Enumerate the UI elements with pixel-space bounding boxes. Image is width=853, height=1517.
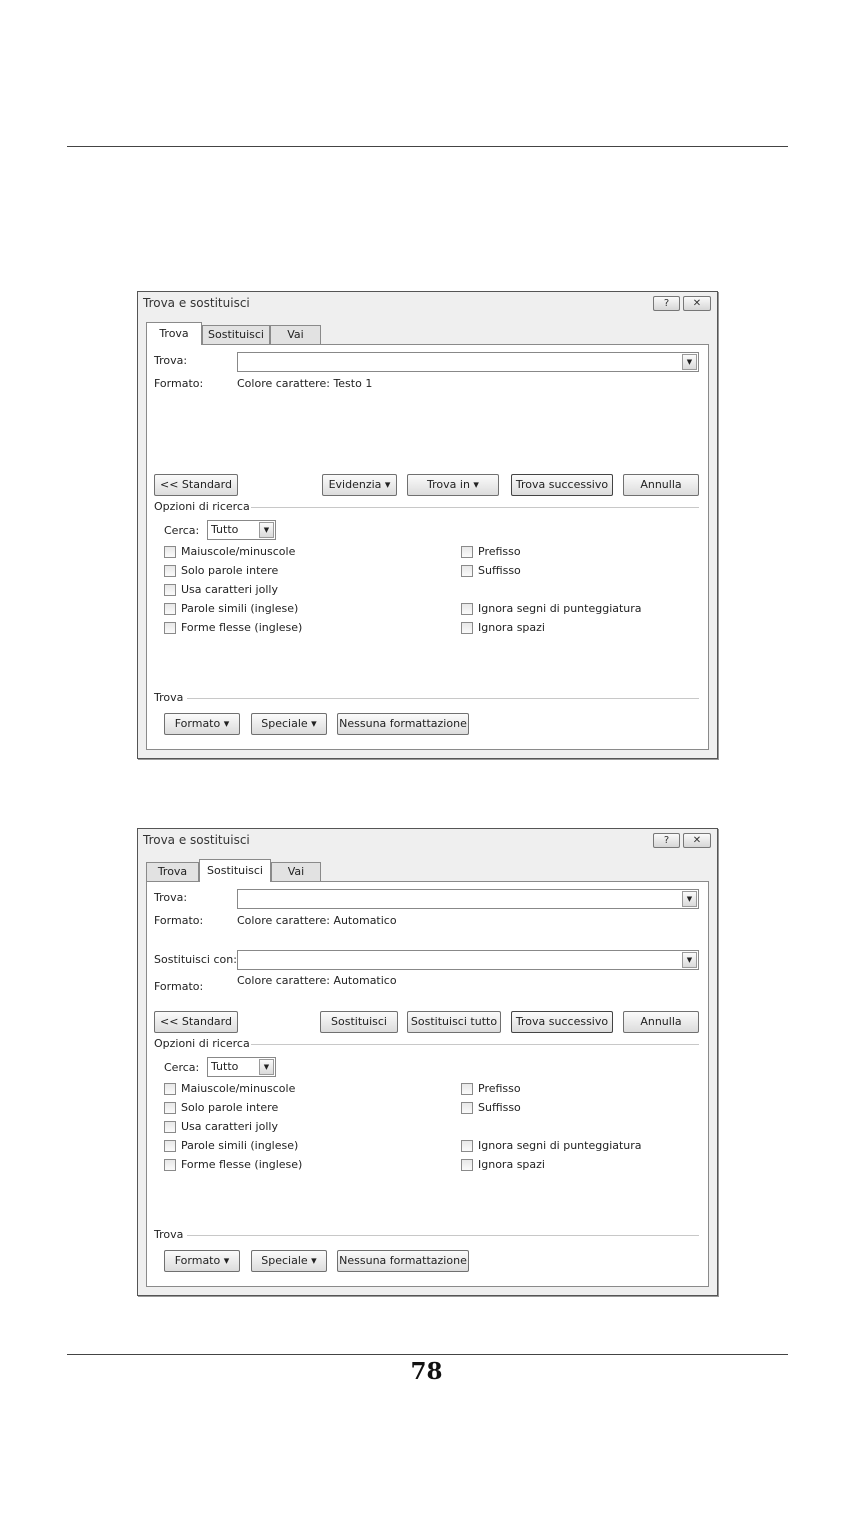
help-icon[interactable]: ?: [653, 833, 680, 848]
checkbox-box[interactable]: [461, 1159, 473, 1171]
section-divider: [187, 1235, 699, 1236]
formato-button[interactable]: Formato ▾: [164, 1250, 240, 1272]
nessuna-formattazione-button[interactable]: Nessuna formattazione: [337, 1250, 469, 1272]
cerca-value: Tutto: [211, 1060, 239, 1073]
find-replace-dialog-find: [137, 291, 718, 759]
formato-value: Colore carattere: Testo 1: [237, 377, 373, 390]
speciale-button[interactable]: Speciale ▾: [251, 713, 327, 735]
checkbox-box[interactable]: [461, 603, 473, 615]
tab-panel: Trova: ▼ Formato: Colore carattere: Automatico Sostituisci con: ▼ Formato: Colore carattere: Automatico << Standard Sostituisci Sostituisci tutto Trova successivo Annulla Opzioni di ricerca Cerca: Tutto ▼ Maiuscole/minuscole Solo parole intere Usa caratteri jolly Parole simili (inglese) Forme flesse (inglese) Prefisso Suffisso Ignora segni di punteggiatura Ignora spazi Trova Formato ▾ Speciale ▾ Nessuna formattazione: [146, 881, 709, 1287]
close-icon[interactable]: ✕: [683, 833, 711, 848]
formato2-label: Formato:: [154, 980, 204, 993]
sostituisci-tutto-button[interactable]: Sostituisci tutto: [407, 1011, 501, 1033]
checkbox-box[interactable]: [164, 622, 176, 634]
standard-button[interactable]: << Standard: [154, 1011, 238, 1033]
chevron-down-icon[interactable]: ▼: [682, 952, 697, 968]
checkbox-box[interactable]: [461, 622, 473, 634]
trova-section-label: Trova: [154, 691, 184, 704]
cerca-select[interactable]: [207, 1057, 276, 1077]
checkbox-box[interactable]: [164, 565, 176, 577]
checkbox-box[interactable]: [164, 603, 176, 615]
tab-panel: Trova: ▼ Formato: Colore carattere: Testo 1 << Standard Evidenzia ▾ Trova in ▾ Trova successivo Annulla Opzioni di ricerca Cerca: Tutto ▼ Maiuscole/minuscole Solo parole intere Usa caratteri jolly Parole simili (inglese) Forme flesse (inglese) Prefisso Suffisso Ignora segni di punteggiatura Ignora spazi Trova Formato ▾ Speciale ▾ Nessuna formattazione: [146, 344, 709, 750]
trova-input[interactable]: [237, 889, 699, 909]
chevron-down-icon[interactable]: ▼: [259, 1059, 274, 1075]
formato-label: Formato:: [154, 914, 204, 927]
checkbox-box[interactable]: [164, 1102, 176, 1114]
find-replace-dialog-replace: [137, 828, 718, 1296]
page-number: 78: [410, 1358, 443, 1385]
sostituisci-button[interactable]: Sostituisci: [320, 1011, 398, 1033]
checkbox-box[interactable]: [461, 1083, 473, 1095]
sostituisci-label: Sostituisci con:: [154, 953, 237, 966]
help-icon[interactable]: ?: [653, 296, 680, 311]
trova-input[interactable]: [237, 352, 699, 372]
trova-section-label: Trova: [154, 1228, 184, 1241]
cerca-value: Tutto: [211, 523, 239, 536]
tab-trova[interactable]: Trova: [146, 322, 202, 345]
chevron-down-icon[interactable]: ▼: [682, 354, 697, 370]
tab-trova[interactable]: Trova: [146, 862, 199, 881]
checkbox-box[interactable]: [164, 1159, 176, 1171]
checkbox-box[interactable]: [461, 1102, 473, 1114]
section-divider: [187, 698, 699, 699]
chevron-down-icon[interactable]: ▼: [259, 522, 274, 538]
trova-in-button[interactable]: Trova in ▾: [407, 474, 499, 496]
cerca-select[interactable]: [207, 520, 276, 540]
tab-sostituisci[interactable]: Sostituisci: [199, 859, 271, 882]
formato2-value: Colore carattere: Automatico: [237, 974, 397, 987]
checkbox-box[interactable]: [461, 1140, 473, 1152]
trova-label: Trova:: [154, 891, 188, 904]
checkbox-box[interactable]: [164, 1140, 176, 1152]
section-divider: [251, 1044, 699, 1045]
speciale-button[interactable]: Speciale ▾: [251, 1250, 327, 1272]
annulla-button[interactable]: Annulla: [623, 474, 699, 496]
dialog-title: Trova e sostituisci: [143, 296, 250, 310]
evidenzia-button[interactable]: Evidenzia ▾: [322, 474, 397, 496]
checkbox-box[interactable]: [461, 546, 473, 558]
trova-successivo-button[interactable]: Trova successivo: [511, 1011, 613, 1033]
dialog-title: Trova e sostituisci: [143, 833, 250, 847]
annulla-button[interactable]: Annulla: [623, 1011, 699, 1033]
top-rule: [67, 146, 788, 147]
tab-sostituisci[interactable]: Sostituisci: [202, 325, 270, 344]
chevron-down-icon[interactable]: ▼: [682, 891, 697, 907]
tab-vai[interactable]: Vai: [270, 325, 321, 344]
checkbox-box[interactable]: [164, 1121, 176, 1133]
checkbox-box[interactable]: [164, 1083, 176, 1095]
opzioni-section-label: Opzioni di ricerca: [154, 500, 250, 513]
formato-button[interactable]: Formato ▾: [164, 713, 240, 735]
checkbox-box[interactable]: [164, 584, 176, 596]
formato-value: Colore carattere: Automatico: [237, 914, 397, 927]
formato-label: Formato:: [154, 377, 204, 390]
trova-label: Trova:: [154, 354, 188, 367]
nessuna-formattazione-button[interactable]: Nessuna formattazione: [337, 713, 469, 735]
trova-successivo-button[interactable]: Trova successivo: [511, 474, 613, 496]
opzioni-section-label: Opzioni di ricerca: [154, 1037, 250, 1050]
cerca-label: Cerca:: [164, 524, 200, 537]
section-divider: [251, 507, 699, 508]
cerca-label: Cerca:: [164, 1061, 200, 1074]
tab-vai[interactable]: Vai: [271, 862, 321, 881]
sostituisci-input[interactable]: [237, 950, 699, 970]
close-icon[interactable]: ✕: [683, 296, 711, 311]
standard-button[interactable]: << Standard: [154, 474, 238, 496]
checkbox-box[interactable]: [164, 546, 176, 558]
checkbox-box[interactable]: [461, 565, 473, 577]
bottom-rule: [67, 1354, 788, 1355]
